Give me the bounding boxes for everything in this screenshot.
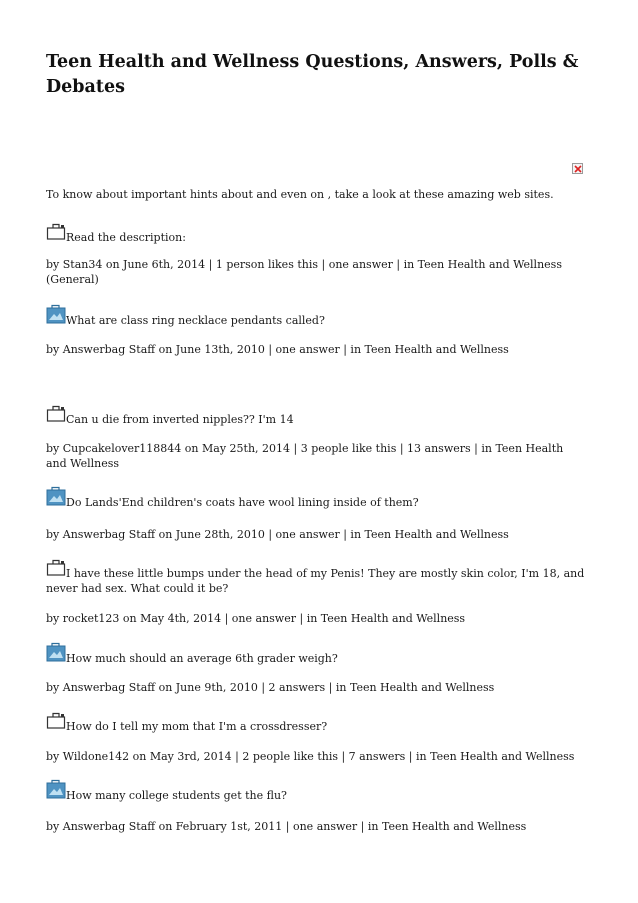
- question-outline-icon: [46, 221, 66, 241]
- question-item[interactable]: [46, 788, 586, 803]
- question-meta: by Wildone142 on May 3rd, 2014 | 2 people like this | 7 answers | in Teen Health and Wellness: [46, 750, 575, 763]
- question-meta: by rocket123 on May 4th, 2014 | one answer | in Teen Health and Wellness: [46, 612, 466, 625]
- question-link[interactable]: How do I tell my mom that I'm a crossdresser?: [66, 720, 328, 733]
- question-item[interactable]: [46, 651, 586, 666]
- page-title: Teen Health and Wellness Questions, Answers, Polls & Debates: [46, 52, 579, 97]
- question-link[interactable]: I have these little bumps under the head of my Penis! They are mostly skin color, I'm 18, and never had sex. What could it be?: [46, 567, 585, 595]
- question-item[interactable]: [46, 313, 586, 328]
- intro-text: To know about important hints about and even on , take a look at these amazing web sites.: [46, 188, 554, 201]
- question-filled-icon: [46, 779, 66, 799]
- question-filled-icon: [46, 304, 66, 324]
- question-link[interactable]: What are class ring necklace pendants called?: [66, 314, 325, 327]
- question-item[interactable]: [46, 495, 586, 510]
- question-link[interactable]: Can u die from inverted nipples?? I'm 14: [66, 413, 294, 426]
- question-link[interactable]: Do Lands'End children's coats have wool lining inside of them?: [66, 496, 419, 509]
- question-item[interactable]: [46, 412, 586, 427]
- question-item[interactable]: [46, 566, 586, 596]
- question-outline-icon: [46, 403, 66, 423]
- question-meta: by Answerbag Staff on June 28th, 2010 | one answer | in Teen Health and Wellness: [46, 528, 509, 541]
- question-meta: by Stan34 on June 6th, 2014 | 1 person likes this | one answer | in Teen Health and Wellness (General): [46, 258, 562, 286]
- question-outline-icon: [46, 710, 66, 730]
- question-meta: by Answerbag Staff on June 9th, 2010 | 2 answers | in Teen Health and Wellness: [46, 681, 495, 694]
- question-item[interactable]: [46, 719, 586, 734]
- question-meta: by Cupcakelover118844 on May 25th, 2014 | 3 people like this | 13 answers | in Teen Health and Wellness: [46, 442, 564, 470]
- question-meta: by Answerbag Staff on June 13th, 2010 | one answer | in Teen Health and Wellness: [46, 343, 509, 356]
- question-filled-icon: [46, 642, 66, 662]
- question-outline-icon: [46, 557, 66, 577]
- question-item[interactable]: [46, 230, 586, 245]
- question-meta: by Answerbag Staff on February 1st, 2011 | one answer | in Teen Health and Wellness: [46, 820, 527, 833]
- question-link[interactable]: How much should an average 6th grader weigh?: [66, 652, 338, 665]
- question-link[interactable]: Read the description:: [66, 231, 186, 244]
- question-link[interactable]: How many college students get the flu?: [66, 789, 287, 802]
- question-filled-icon: [46, 486, 66, 506]
- broken-image-icon: [572, 163, 583, 174]
